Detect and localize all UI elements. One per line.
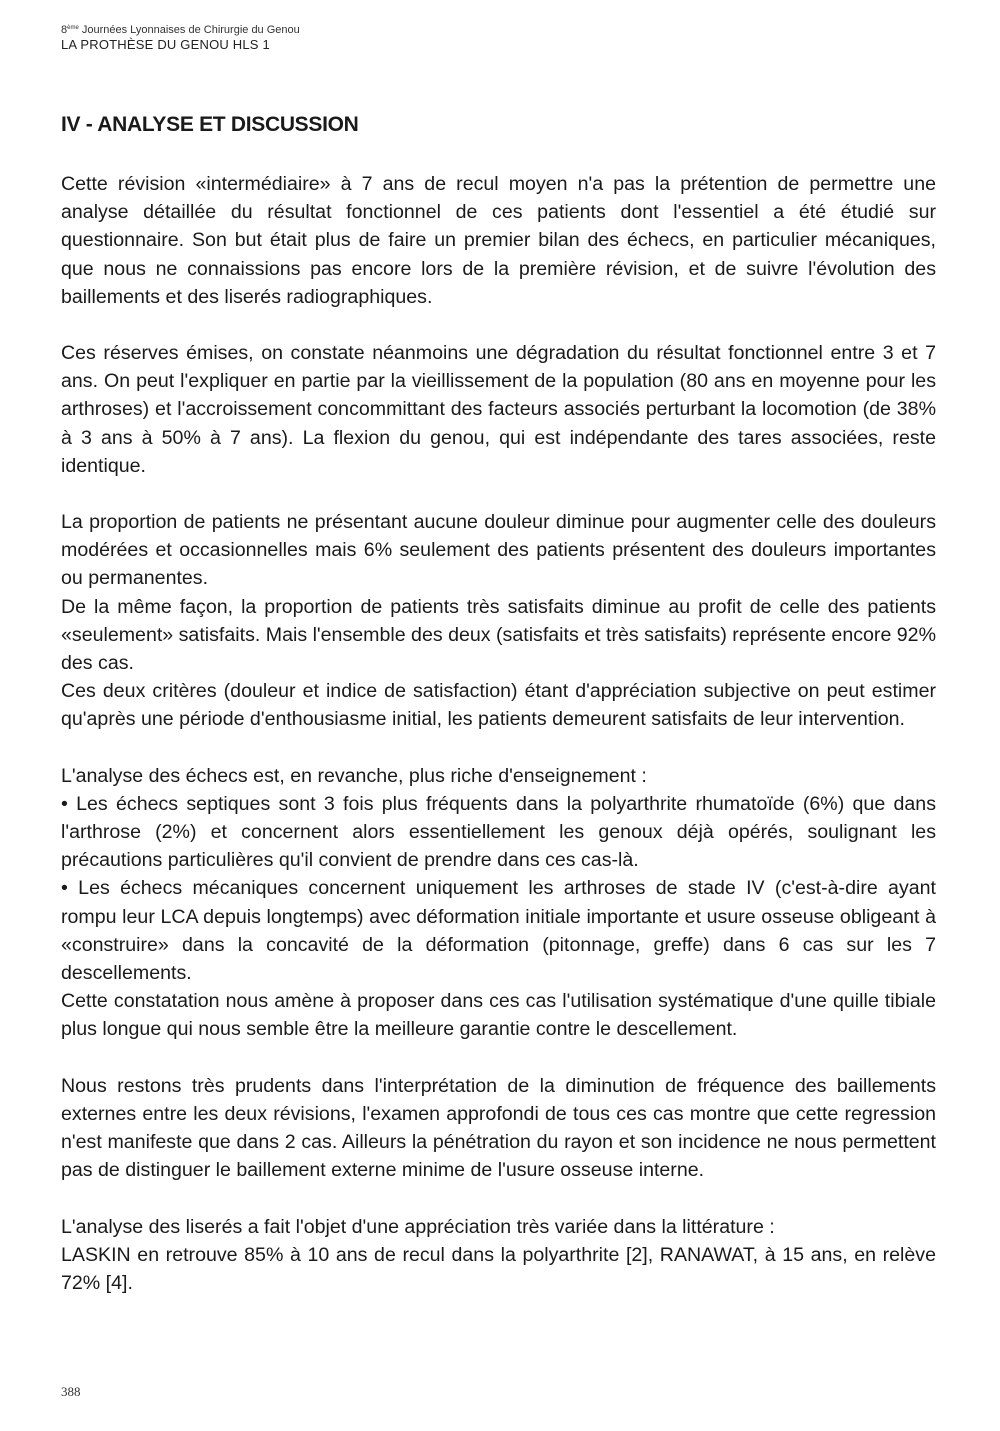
paragraph-external-gapping: Nous restons très prudents dans l'interprétation de la diminution de fréquence des baillements externes entre les deux révisions, l'examen approfondi de tous ces cas montre que cette regression n'est manifeste que dans 2 cas. Ailleurs la pénétration du rayon et son incidence ne nous permettent pas de distinguer le baillement externe minime de l'usure osseuse interne.: [61, 1074, 936, 1182]
bullet-mechanical-failures: • Les échecs mécaniques concernent uniquement les arthroses de stade IV (c'est-à-dire ayant rompu leur LCA depuis longtemps) avec déformation initiale importante et usure osseuse obligeant à «construire» dans la concavité de la déformation (pitonnage, greffe) dans 6 cas sur les 7 descellements.: [61, 877, 936, 985]
body-text: [61, 170, 936, 1297]
paragraph-subjective-criteria: Ces deux critères (douleur et indice de satisfaction) étant d'appréciation subjective on peut estimer qu'après une période d'enthousiasme initial, les patients demeurent satisfaits de leur intervention.: [61, 680, 936, 731]
conference-ordinal: 8: [61, 24, 68, 36]
paragraph-spacer: [61, 480, 936, 508]
paragraph-spacer: [61, 734, 936, 762]
paragraph-satisfaction: De la même façon, la proportion de patients très satisfaits diminue au profit de celle des patients «seulement» satisfaits. Mais l'ensemble des deux (satisfaits et très satisfaits) représente encore 92% des cas.: [61, 595, 936, 675]
paragraph-spacer: [61, 311, 936, 339]
conference-ordinal-suffix: ème: [67, 25, 79, 31]
paragraph-pain: La proportion de patients ne présentant aucune douleur diminue pour augmenter celle des douleurs modérées et occasionnelles mais 6% seulement des patients présentent des douleurs importantes ou permanentes.: [61, 511, 936, 590]
running-header: [61, 24, 300, 53]
paragraph-radiolucent-lines: L'analyse des liserés a fait l'objet d'une appréciation très variée dans la littérature :: [61, 1215, 775, 1238]
bullet-septic-failures: • Les échecs septiques sont 3 fois plus fréquents dans la polyarthrite rhumatoïde (6%) que dans l'arthrose (2%) et concernent alors essentiellement les genoux déjà opérés, soulignant les précautions particulières qu'il convient de prendre dans ces cas-là.: [61, 792, 936, 872]
paragraph-spacer: [61, 1044, 936, 1072]
section-title: IV - ANALYSE ET DISCUSSION: [61, 113, 359, 136]
paragraph-failures-intro: L'analyse des échecs est, en revanche, plus riche d'enseignement :: [61, 764, 647, 787]
page-number: 388: [61, 1384, 81, 1399]
paragraph-spacer: [61, 1185, 936, 1213]
paragraph-intro: Cette révision «intermédiaire» à 7 ans de recul moyen n'a pas la prétention de permettre une analyse détaillée du résultat fonctionnel de ces patients dont l'essentiel a été étudié sur questionnaire. Son but était plus de faire un premier bilan des échecs, en particulier mécaniques, que nous ne connaissions pas encore lors de la première révision, et de suivre l'évolution des baillements et des liserés radiographiques.: [61, 173, 936, 308]
conference-name: Journées Lyonnaises de Chirurgie du Genou: [81, 24, 300, 36]
paragraph-literature-values: LASKIN en retrouve 85% à 10 ans de recul dans la polyarthrite [2], RANAWAT, à 15 ans, en relève 72% [4].: [61, 1243, 936, 1294]
paragraph-functional-result: Ces réserves émises, on constate néanmoins une dégradation du résultat fonctionnel entre 3 et 7 ans. On peut l'expliquer en partie par la vieillissement de la population (80 ans en moyenne pour les arthroses) et l'accroissement concommittant des facteurs associés perturbant la locomotion (de 38% à 3 ans à 50% à 7 ans). La flexion du genou, qui est indépendante des tares associées, reste identique.: [61, 342, 936, 477]
document-subtitle: LA PROTHÈSE DU GENOU HLS 1: [61, 37, 270, 53]
paragraph-tibial-keel: Cette constatation nous amène à proposer dans ces cas l'utilisation systématique d'une quille tibiale plus longue qui nous semble être la meilleure garantie contre le descellement.: [61, 990, 936, 1041]
conference-title: [61, 24, 300, 37]
